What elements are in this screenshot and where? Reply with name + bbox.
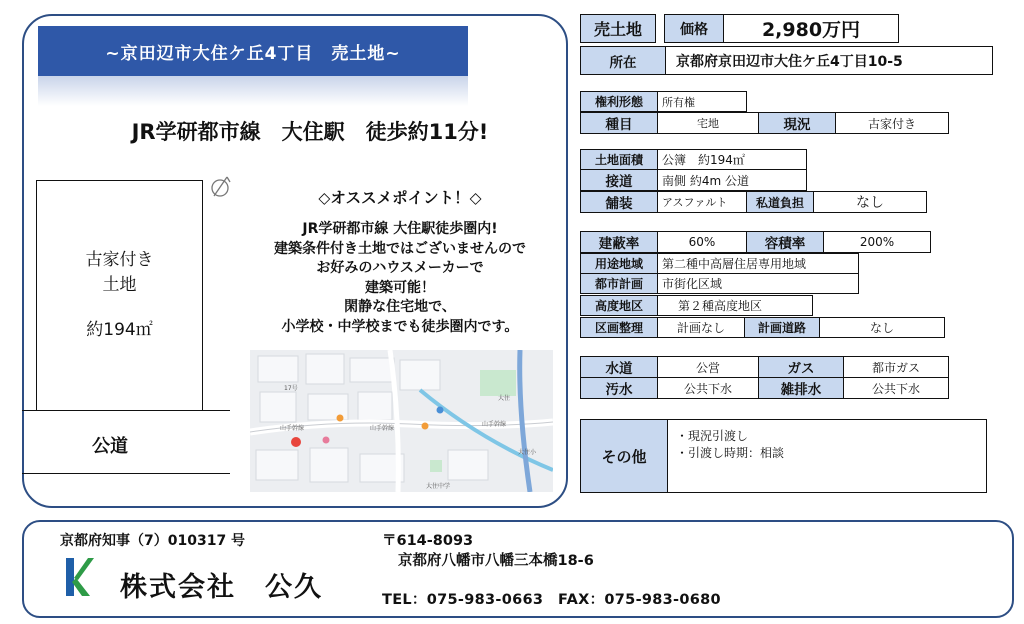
recommend-line: 建築条件付き土地ではございませんので: [274, 240, 526, 257]
recommend-line: 小学校・中学校までも徒歩圏内です。: [281, 318, 519, 335]
banner-text: ~京田辺市大住ケ丘4丁目 売土地~: [105, 43, 401, 64]
sewage-label: 汚水: [581, 378, 658, 399]
area-label: 土地面積: [581, 150, 658, 170]
location-table: [580, 46, 993, 75]
plot-area: 約194㎡: [86, 320, 153, 340]
map-label: 山手幹線: [482, 421, 507, 428]
drain-value: 公共下水: [844, 378, 949, 399]
map-graphic: [250, 350, 553, 492]
drain-label: 雑排水: [759, 378, 844, 399]
recommend-line: 建築可能！: [365, 279, 435, 296]
pave-label: 舗装: [581, 192, 658, 213]
pave-value: アスファルト: [658, 192, 747, 213]
title-banner: [38, 26, 468, 76]
map-label: 大住: [498, 395, 511, 402]
city-plan-label: 都市計画: [581, 274, 658, 294]
rights-table: [580, 91, 747, 112]
price-value: 2,980万円: [724, 15, 899, 43]
height-label: 高度地区: [581, 296, 658, 316]
other-notes: [668, 420, 987, 493]
city-plan-value: 市街化区域: [658, 274, 859, 294]
rights-label: 権利形態: [581, 92, 658, 112]
road-edge-top: [22, 410, 230, 411]
burden-value: なし: [814, 192, 927, 213]
recommend-line: お好みのハウスメーカーで: [316, 260, 484, 276]
bcr-label: 建蔽率: [581, 232, 658, 253]
status-value: 古家付き: [836, 113, 949, 134]
recommend-line: JR学研都市線 大住駅徒歩圏内!: [302, 221, 498, 237]
company-logo-icon: [60, 556, 94, 598]
company-name: 株式会社 公久: [120, 572, 323, 603]
readjust-table: [580, 317, 945, 338]
banner-reflection: [38, 76, 468, 106]
far-label: 容積率: [747, 232, 824, 253]
other-item: ・現況引渡し: [676, 429, 749, 443]
other-item: ・引渡し時期：相談: [676, 446, 785, 460]
contact-phone-fax: TEL：075-983-0663 FAX：075-983-0680: [382, 592, 721, 608]
gas-value: 都市ガス: [844, 357, 949, 378]
north-compass-icon: [208, 174, 234, 200]
use-label: 用途地域: [581, 254, 658, 274]
map-label: 大住中学: [426, 483, 451, 490]
other-table: [580, 419, 987, 493]
other-label: その他: [581, 420, 668, 493]
use-table: [580, 253, 859, 294]
area-value: 公簿 約194㎡: [658, 150, 807, 170]
plot-label: [36, 248, 203, 343]
postal-code: 〒614-8093: [382, 533, 474, 549]
burden-label: 私道負担: [747, 192, 814, 213]
location-value: 京都府京田辺市大住ケ丘4丁目10-5: [666, 47, 993, 75]
recommend-title: ◇オススメポイント！◇: [318, 189, 482, 207]
road-access-value: 南側 約4m 公道: [658, 170, 807, 191]
use-value: 第二種中高層住居専用地域: [658, 254, 859, 274]
height-value: 第２種高度地区: [658, 296, 813, 316]
headline: JR学研都市線 大住駅 徒歩約11分!: [131, 120, 489, 144]
category-label: 種目: [581, 113, 658, 134]
sewage-value: 公共下水: [658, 378, 759, 399]
readjust-label: 区画整理: [581, 318, 658, 338]
height-table: [580, 295, 813, 316]
summary-table: [580, 14, 899, 43]
map-label: 17号: [284, 385, 298, 392]
rights-value: 所有権: [658, 92, 747, 112]
far-value: 200%: [824, 232, 931, 253]
plot-line1: 古家付き: [85, 250, 154, 270]
utilities-table: [580, 356, 949, 399]
company-address: 京都府八幡市八幡三本橋18-6: [398, 553, 594, 569]
planroad-label: 計画道路: [745, 318, 820, 338]
plot-line2: 土地: [102, 275, 137, 295]
bcr-value: 60%: [658, 232, 747, 253]
map-label: 山手幹線: [370, 425, 395, 432]
license-number: 京都府知事（7）010317 号: [60, 533, 246, 549]
price-label: 価格: [665, 15, 724, 43]
ratio-table: [580, 231, 931, 253]
map-label: 大住小: [518, 449, 537, 456]
status-label: 現況: [759, 113, 836, 134]
water-label: 水道: [581, 357, 658, 378]
location-map[interactable]: [250, 350, 553, 492]
road-edge-bottom: [22, 473, 230, 474]
category-value: 宅地: [658, 113, 759, 134]
land-area-table: [580, 149, 807, 191]
recommend-body: [250, 220, 550, 337]
gas-label: ガス: [759, 357, 844, 378]
road-access-label: 接道: [581, 170, 658, 191]
readjust-value: 計画なし: [658, 318, 745, 338]
location-label: 所在: [581, 47, 666, 75]
category-table: [580, 112, 949, 134]
road-label: 公道: [92, 436, 128, 457]
pave-table: [580, 191, 927, 213]
water-value: 公営: [658, 357, 759, 378]
planroad-value: なし: [820, 318, 945, 338]
type-cell: 売土地: [581, 15, 656, 43]
map-label: 山手幹線: [280, 425, 305, 432]
recommend-line: 閑静な住宅地で、: [344, 299, 456, 315]
